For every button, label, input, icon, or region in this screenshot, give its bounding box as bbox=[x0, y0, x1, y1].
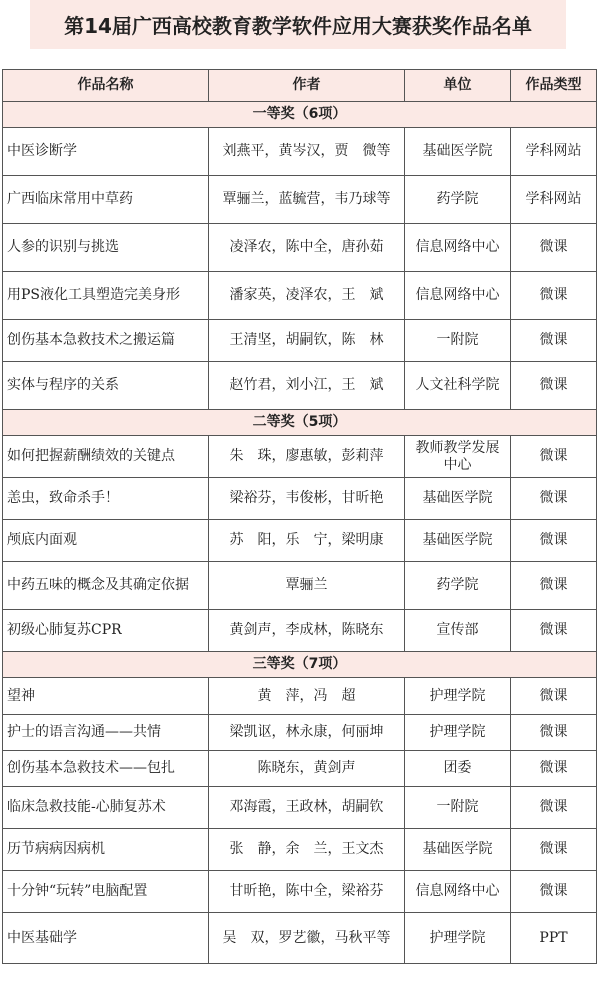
unit-cell: 基础医学院 bbox=[405, 520, 511, 562]
unit-cell: 一附院 bbox=[405, 320, 511, 362]
work-name-cell: 颅底内面观 bbox=[3, 520, 209, 562]
unit-cell: 护理学院 bbox=[405, 678, 511, 715]
unit-cell: 信息网络中心 bbox=[405, 272, 511, 320]
authors-cell: 王清坚，胡嗣钦，陈 林 bbox=[209, 320, 405, 362]
unit-cell: 护理学院 bbox=[405, 913, 511, 964]
work-type-cell: 微课 bbox=[511, 272, 597, 320]
page-title: 第14届广西高校教育教学软件应用大赛获奖作品名单 bbox=[30, 0, 566, 49]
work-type-cell: 微课 bbox=[511, 610, 597, 652]
unit-cell: 基础医学院 bbox=[405, 128, 511, 176]
header-row bbox=[3, 70, 597, 102]
table-row bbox=[3, 913, 597, 964]
header-authors: 作者 bbox=[209, 70, 405, 102]
work-type-cell: 学科网站 bbox=[511, 176, 597, 224]
award-section-row bbox=[3, 652, 597, 678]
table-row bbox=[3, 715, 597, 751]
unit-cell: 人文社科学院 bbox=[405, 362, 511, 410]
unit-cell: 一附院 bbox=[405, 787, 511, 829]
unit-cell: 药学院 bbox=[405, 562, 511, 610]
work-name-cell: 如何把握薪酬绩效的关键点 bbox=[3, 436, 209, 478]
authors-cell: 梁裕芬，韦俊彬，甘昕艳 bbox=[209, 478, 405, 520]
work-name-cell: 十分钟“玩转”电脑配置 bbox=[3, 871, 209, 913]
authors-cell: 吴 双，罗艺徽，马秋平等 bbox=[209, 913, 405, 964]
unit-cell: 信息网络中心 bbox=[405, 224, 511, 272]
work-type-cell: 微课 bbox=[511, 787, 597, 829]
table-row bbox=[3, 436, 597, 478]
work-name-cell: 中药五味的概念及其确定依据 bbox=[3, 562, 209, 610]
authors-cell: 邓海霞，王政林，胡嗣钦 bbox=[209, 787, 405, 829]
header-work-name: 作品名称 bbox=[3, 70, 209, 102]
authors-cell: 刘燕平，黄岑汉，贾 微等 bbox=[209, 128, 405, 176]
work-type-cell: 微课 bbox=[511, 715, 597, 751]
authors-cell: 梁凯讴，林永康，何丽坤 bbox=[209, 715, 405, 751]
table-row bbox=[3, 787, 597, 829]
awards-table bbox=[2, 69, 597, 964]
work-name-cell: 人参的识别与挑选 bbox=[3, 224, 209, 272]
work-type-cell: 微课 bbox=[511, 478, 597, 520]
unit-cell: 药学院 bbox=[405, 176, 511, 224]
table-row bbox=[3, 362, 597, 410]
work-name-cell: 中医诊断学 bbox=[3, 128, 209, 176]
table-row bbox=[3, 128, 597, 176]
work-name-cell: 实体与程序的关系 bbox=[3, 362, 209, 410]
header-work-type: 作品类型 bbox=[511, 70, 597, 102]
work-name-cell: 护士的语言沟通——共情 bbox=[3, 715, 209, 751]
work-type-cell: 微课 bbox=[511, 362, 597, 410]
work-name-cell: 望神 bbox=[3, 678, 209, 715]
award-section-row bbox=[3, 410, 597, 436]
work-name-cell: 创伤基本急救技术——包扎 bbox=[3, 751, 209, 787]
table-row bbox=[3, 224, 597, 272]
work-type-cell: 微课 bbox=[511, 520, 597, 562]
work-name-cell: 广西临床常用中草药 bbox=[3, 176, 209, 224]
work-type-cell: 微课 bbox=[511, 871, 597, 913]
work-name-cell: 临床急救技能-心肺复苏术 bbox=[3, 787, 209, 829]
unit-cell: 信息网络中心 bbox=[405, 871, 511, 913]
unit-cell: 团委 bbox=[405, 751, 511, 787]
work-type-cell: 微课 bbox=[511, 829, 597, 871]
table-row bbox=[3, 272, 597, 320]
work-type-cell: 微课 bbox=[511, 678, 597, 715]
table-row bbox=[3, 320, 597, 362]
table-row bbox=[3, 520, 597, 562]
award-level-label: 二等奖（5项） bbox=[3, 410, 597, 436]
authors-cell: 凌泽农，陈中全，唐孙茹 bbox=[209, 224, 405, 272]
work-type-cell: 微课 bbox=[511, 751, 597, 787]
authors-cell: 陈晓东，黄剑声 bbox=[209, 751, 405, 787]
unit-cell: 基础医学院 bbox=[405, 478, 511, 520]
unit-cell: 护理学院 bbox=[405, 715, 511, 751]
award-level-label: 一等奖（6项） bbox=[3, 102, 597, 128]
work-name-cell: 恙虫，致命杀手！ bbox=[3, 478, 209, 520]
authors-cell: 黄剑声，李成林，陈晓东 bbox=[209, 610, 405, 652]
work-name-cell: 历节病病因病机 bbox=[3, 829, 209, 871]
authors-cell: 潘家英，凌泽农，王 斌 bbox=[209, 272, 405, 320]
work-type-cell: 微课 bbox=[511, 436, 597, 478]
table-row bbox=[3, 751, 597, 787]
table-row bbox=[3, 678, 597, 715]
work-name-cell: 用PS液化工具塑造完美身形 bbox=[3, 272, 209, 320]
authors-cell: 苏 阳，乐 宁，梁明康 bbox=[209, 520, 405, 562]
table-row bbox=[3, 478, 597, 520]
authors-cell: 朱 珠，廖惠敏，彭莉萍 bbox=[209, 436, 405, 478]
table-row bbox=[3, 829, 597, 871]
award-section-row bbox=[3, 102, 597, 128]
work-type-cell: 微课 bbox=[511, 320, 597, 362]
work-type-cell: PPT bbox=[511, 913, 597, 964]
work-type-cell: 微课 bbox=[511, 562, 597, 610]
work-name-cell: 创伤基本急救技术之搬运篇 bbox=[3, 320, 209, 362]
work-name-cell: 中医基础学 bbox=[3, 913, 209, 964]
authors-cell: 覃骊兰 bbox=[209, 562, 405, 610]
work-name-cell: 初级心肺复苏CPR bbox=[3, 610, 209, 652]
work-type-cell: 微课 bbox=[511, 224, 597, 272]
authors-cell: 赵竹君，刘小江，王 斌 bbox=[209, 362, 405, 410]
table-row bbox=[3, 610, 597, 652]
table-row bbox=[3, 871, 597, 913]
unit-cell: 基础医学院 bbox=[405, 829, 511, 871]
table-row bbox=[3, 562, 597, 610]
unit-cell: 教师教学发展中心 bbox=[405, 436, 511, 478]
authors-cell: 张 静，余 兰，王文杰 bbox=[209, 829, 405, 871]
table-row bbox=[3, 176, 597, 224]
authors-cell: 黄 萍，冯 超 bbox=[209, 678, 405, 715]
authors-cell: 甘昕艳，陈中全，梁裕芬 bbox=[209, 871, 405, 913]
award-level-label: 三等奖（7项） bbox=[3, 652, 597, 678]
work-type-cell: 学科网站 bbox=[511, 128, 597, 176]
authors-cell: 覃骊兰，蓝毓营，韦乃球等 bbox=[209, 176, 405, 224]
header-unit: 单位 bbox=[405, 70, 511, 102]
unit-cell: 宣传部 bbox=[405, 610, 511, 652]
